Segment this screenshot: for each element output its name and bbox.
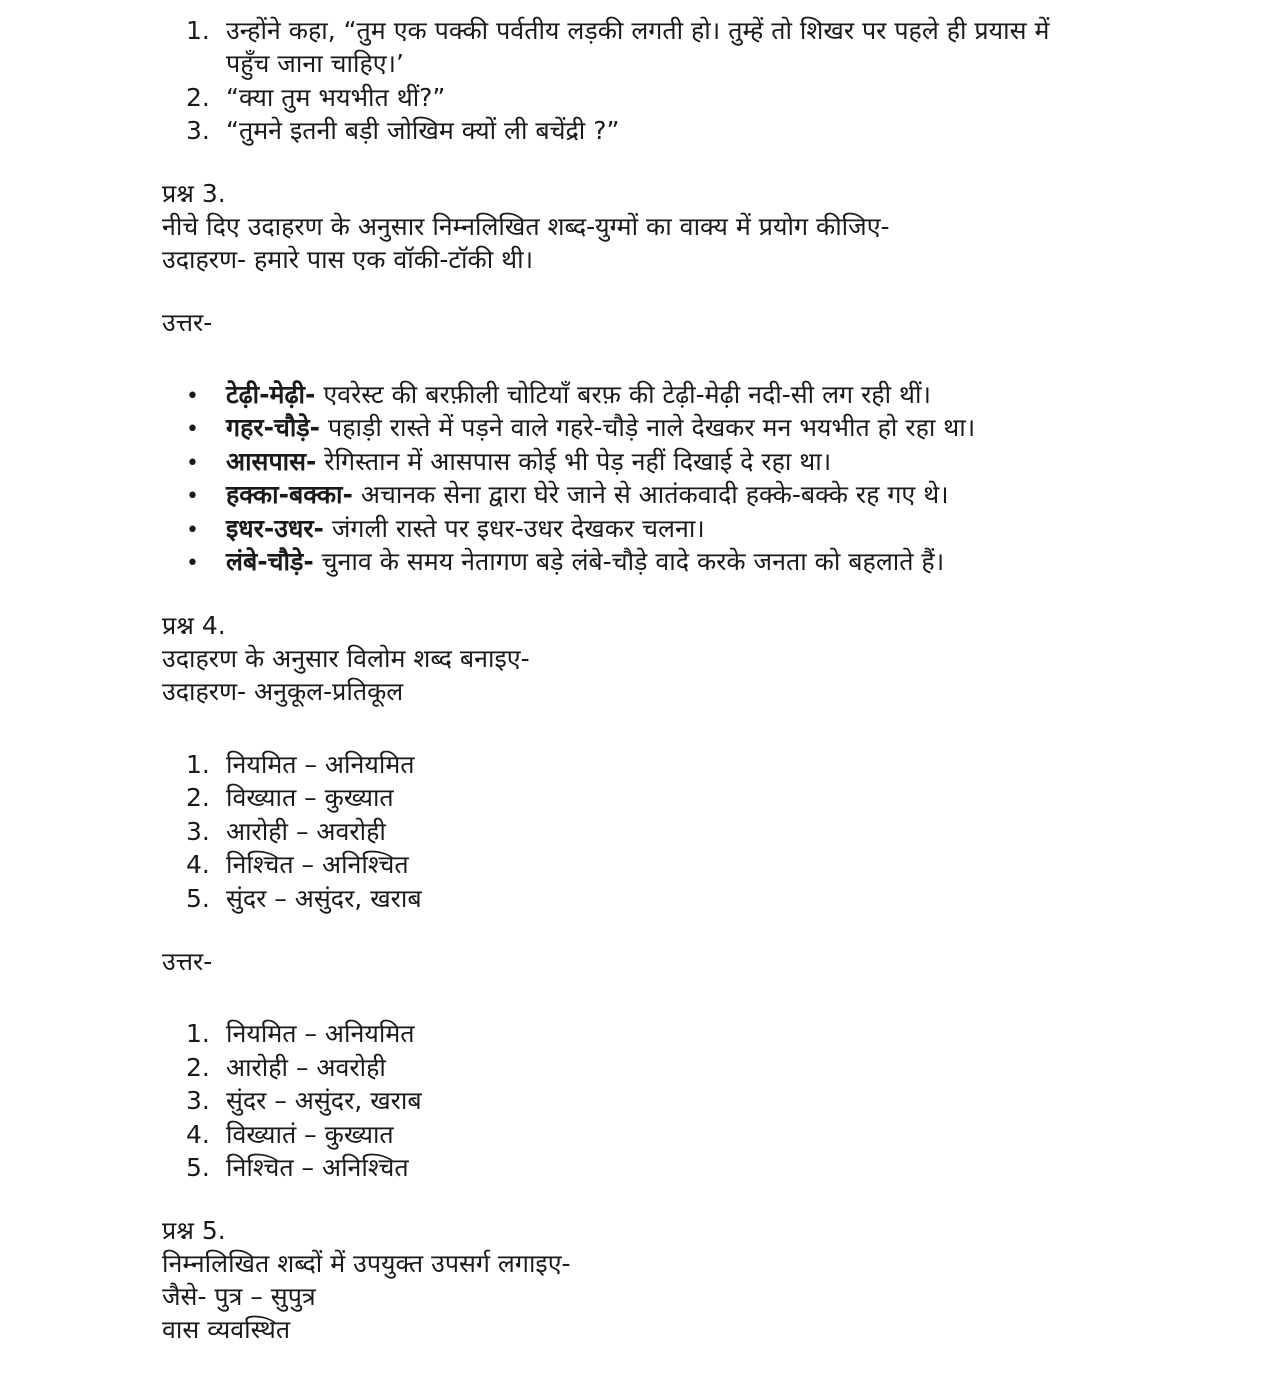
question-example: उदाहरण- अनुकूल-प्रतिकूल — [162, 677, 404, 706]
bullet-item — [226, 411, 975, 445]
list-item-text: आरोही – अवरोही — [226, 817, 386, 846]
list-item-text: नियमित – अनियमित — [226, 1019, 415, 1048]
bullet-icon: • — [186, 484, 199, 509]
list-item-text: “क्या तुम भयभीत थीं?” — [226, 83, 446, 112]
question-heading: प्रश्न 5. — [162, 1216, 226, 1245]
list-number: 5. — [186, 884, 210, 913]
bullet-item — [226, 545, 944, 579]
list-item-text: विख्यात – कुख्यात — [226, 783, 394, 812]
list-number: 5. — [186, 1153, 210, 1182]
list-number: 3. — [186, 116, 210, 145]
question-heading: प्रश्न 4. — [162, 611, 226, 640]
list-number: 2. — [186, 83, 210, 112]
bullet-item — [226, 478, 949, 512]
bullet-sentence: रेगिस्तान में आसपास कोई भी पेड़ नहीं दिखाई दे रहा था। — [316, 447, 832, 476]
list-number: 3. — [186, 1086, 210, 1115]
bullet-term: हक्का-बक्का- — [226, 480, 353, 509]
bullet-sentence: एवरेस्ट की बरफ़ीली चोटियाँ बरफ़ की टेढ़ी-मेढ़ी नदी-सी लग रही थीं। — [315, 380, 931, 409]
bullet-item — [226, 378, 931, 412]
list-number: 2. — [186, 783, 210, 812]
bullet-sentence: जंगली रास्ते पर इधर-उधर देखकर चलना। — [323, 514, 705, 543]
list-number: 4. — [186, 850, 210, 879]
bullet-term: लंबे-चौड़े- — [226, 547, 314, 576]
bullet-term: इधर-उधर- — [226, 514, 324, 543]
question-words: वास व्यवस्थित — [162, 1315, 291, 1344]
list-item-text: नियमित – अनियमित — [226, 750, 415, 779]
bullet-item — [226, 445, 831, 479]
question-example: जैसे- पुत्र – सुपुत्र — [162, 1282, 316, 1311]
answer-label: उत्तर- — [162, 308, 213, 337]
bullet-icon: • — [186, 551, 199, 576]
bullet-term: आसपास- — [226, 447, 317, 476]
list-item-text: निश्चित – अनिश्चित — [226, 1153, 409, 1182]
bullet-term: टेढ़ी-मेढ़ी- — [226, 380, 316, 409]
list-item-text: पहुँच जाना चाहिए।’ — [226, 49, 404, 78]
bullet-item — [226, 512, 705, 546]
bullet-term: गहर-चौड़े- — [226, 413, 321, 442]
list-number: 1. — [186, 16, 210, 45]
list-item-text: विख्यातं – कुख्यात — [226, 1120, 394, 1149]
bullet-sentence: अचानक सेना द्वारा घेरे जाने से आतंकवादी हक्के-बक्के रह गए थे। — [352, 480, 949, 509]
list-item-text: “तुमने इतनी बड़ी जोखिम क्यों ली बचेंद्री ?” — [226, 116, 620, 145]
bullet-icon: • — [186, 518, 199, 543]
list-number: 1. — [186, 1019, 210, 1048]
bullet-sentence: पहाड़ी रास्ते में पड़ने वाले गहरे-चौड़े नाले देखकर मन भयभीत हो रहा था। — [320, 413, 976, 442]
answer-label: उत्तर- — [162, 947, 213, 976]
bullet-sentence: चुनाव के समय नेतागण बड़े लंबे-चौड़े वादे करके जनता को बहलाते हैं। — [313, 547, 945, 576]
list-item-text: निश्चित – अनिश्चित — [226, 850, 409, 879]
bullet-icon: • — [186, 384, 199, 409]
bullet-icon: • — [186, 451, 199, 476]
list-item-text: आरोही – अवरोही — [226, 1053, 386, 1082]
question-instruction: उदाहरण के अनुसार विलोम शब्द बनाइए- — [162, 644, 530, 673]
list-number: 2. — [186, 1053, 210, 1082]
question-instruction: नीचे दिए उदाहरण के अनुसार निम्नलिखित शब्द-युग्मों का वाक्य में प्रयोग कीजिए- — [162, 212, 890, 241]
list-item-text: सुंदर – असुंदर, खराब — [226, 884, 422, 913]
list-item-text: सुंदर – असुंदर, खराब — [226, 1086, 422, 1115]
question-example: उदाहरण- हमारे पास एक वॉकी-टॉकी थी। — [162, 245, 534, 274]
question-heading: प्रश्न 3. — [162, 179, 226, 208]
question-instruction: निम्नलिखित शब्दों में उपयुक्त उपसर्ग लगाइए- — [162, 1249, 571, 1278]
bullet-icon: • — [186, 417, 199, 442]
list-number: 3. — [186, 817, 210, 846]
list-item-text: उन्होंने कहा, “तुम एक पक्की पर्वतीय लड़की लगती हो। तुम्हें तो शिखर पर पहले ही प्रयास में — [226, 16, 1050, 45]
list-number: 1. — [186, 750, 210, 779]
list-number: 4. — [186, 1120, 210, 1149]
